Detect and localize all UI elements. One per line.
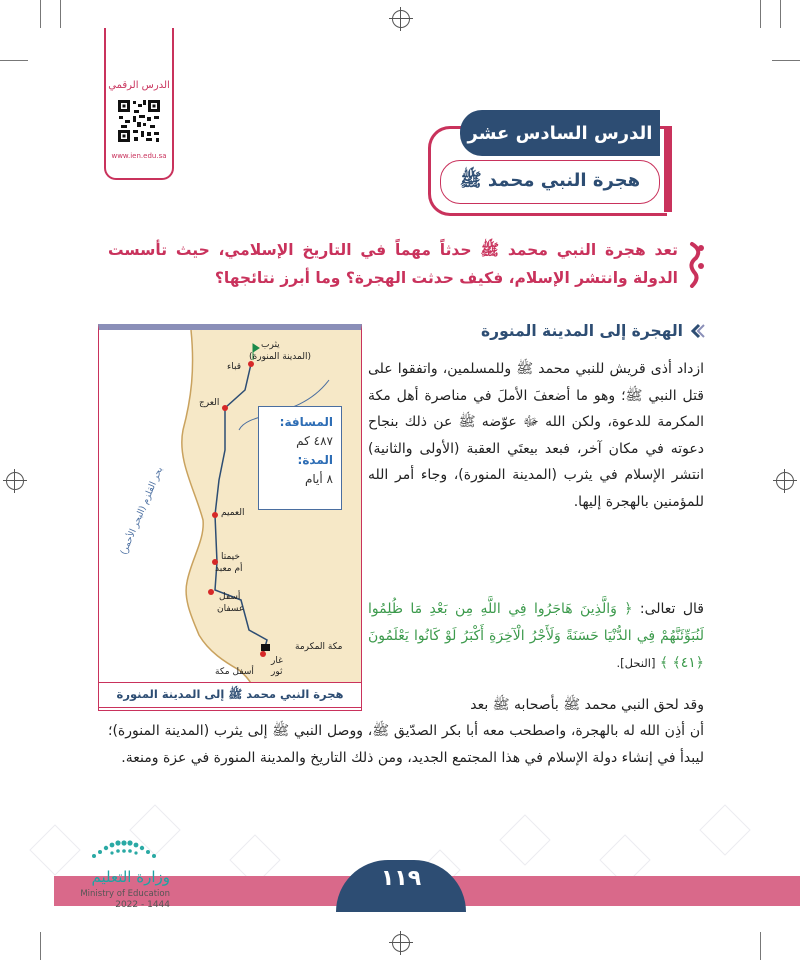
digital-lesson-card[interactable] [104,28,174,180]
map-place-arj: العرج [199,398,220,408]
map-info-box [258,406,342,510]
digital-lesson-url[interactable]: www.ien.edu.sa [111,152,167,160]
crop-mark [760,0,761,28]
map-place-asfal: أسفل [219,592,241,602]
quran-verse: ﴿ وَالَّذِينَ هَاجَرُوا فِي اللَّهِ مِن بَعْدِ مَا ظُلِمُوا لَنُبَوِّئَنَّهُمْ فِي الدُّنْيَا حَسَنَةً وَلَأَجْرُ الْآخِرَةِ أَكْبَرُ لَوْ كَانُوا يَعْلَمُونَ ﴿٤١﴾ ﴾ [368,601,704,671]
map-place-asfal-makkah: أسفل مكة [215,667,254,677]
map-caption: هجرة النبي محمد ﷺ إلى المدينة المنورة [98,682,362,708]
registration-mark-icon [392,934,410,952]
crop-mark [760,932,761,960]
crop-mark [780,0,781,28]
lesson-intro: تعد هجرة النبي محمد ﷺ حدثاً مهماً في التاريخ الإسلامي، حيث تأسست الدولة وانتشر الإسلام، فكيف حدثت الهجرة؟ وما أبرز نتائجها؟ [108,241,678,287]
ministry-logo-arabic: وزارة التعليم [91,868,170,886]
map-place-yathrib-sub: (المدينة المنورة) [249,352,311,362]
quran-lead: قال تعالى: [639,601,704,617]
crop-mark [772,60,800,61]
map-place-thawr: ثور [271,667,283,677]
duration-label: المدة: [297,453,333,467]
quran-verse-block [368,596,704,677]
ministry-logo-english: Ministry of Education [80,889,170,899]
lesson-header-bar [664,126,672,212]
qr-code-icon[interactable] [116,98,162,144]
distance-value: ٤٨٧ كم [296,434,333,448]
digital-lesson-label: الدرس الرقمي [108,80,170,91]
map-place-umm-mabad: أم معبد [215,564,243,574]
crop-mark [40,932,41,960]
paragraph: وقد لحق النبي محمد ﷺ بأصحابه ﷺ بعد [470,697,704,713]
section-heading [420,322,705,340]
paragraph: ازداد أذى قريش للنبي محمد ﷺ وللمسلمين، واتفقوا على قتل النبي ﷺ؛ وهو ما أضعفَ الأملَ في مناصرة أهل مكة المكرمة للدعوة، ولكن الله ﷻ عوّضه ﷺ عن ذلك بنجاح دعوته في مكان آخر، فبعد بيعتَي العقبة (الأولى والثانية) انتشر الإسلام في يثرب (المدينة المنورة)، وجاء أمر الله للمؤمنين بالهجرة إليها. [368,361,704,510]
registration-mark-icon [392,10,410,28]
hijra-map [98,324,362,711]
crop-mark [60,0,61,28]
lesson-number: الدرس السادس عشر [460,110,660,156]
ministry-logo-year: 2022 - 1444 [115,900,170,910]
duration-value: ٨ أيام [304,472,333,486]
crop-mark [0,60,28,61]
distance-label: المسافة: [279,415,333,429]
map-sea-label: بحر القلزم (البحر الأحمر) [119,465,166,557]
map-place-quba: قباء [227,362,241,372]
map-place-makkah: مكة المكرمة [295,642,343,652]
crop-mark [40,0,41,28]
registration-mark-icon [6,472,24,490]
map-place-khaymata: خيمتا [221,552,240,562]
page-number: ١١٩ [380,866,422,891]
ministry-logo-icon [88,836,158,862]
lesson-title: هجرة النبي محمد ﷺ [440,160,660,204]
map-place-usfan: عسفان [217,604,245,614]
map-place-yathrib: يثرب [261,340,280,350]
section-heading-text: الهجرة إلى المدينة المنورة [481,322,683,340]
quote-icon [684,240,706,288]
registration-mark-icon [776,472,794,490]
map-place-umaym: العميم [221,508,245,518]
map-place-ghar: غار [271,656,283,666]
quran-source: [النحل]. [616,656,656,670]
chevron-left-icon [689,323,705,339]
paragraph: أن أذِن الله له بالهجرة، واصطحب معه أبا بكر الصدّيق ﷺ، ووصل النبي ﷺ إلى يثرب (المدينة المنورة)؛ ليبدأ في إنشاء دولة الإسلام في هذا المجتمع الجديد، ومن ذلك التاريخ والمدينة المنورة في عزة ومنعة. [108,723,704,766]
